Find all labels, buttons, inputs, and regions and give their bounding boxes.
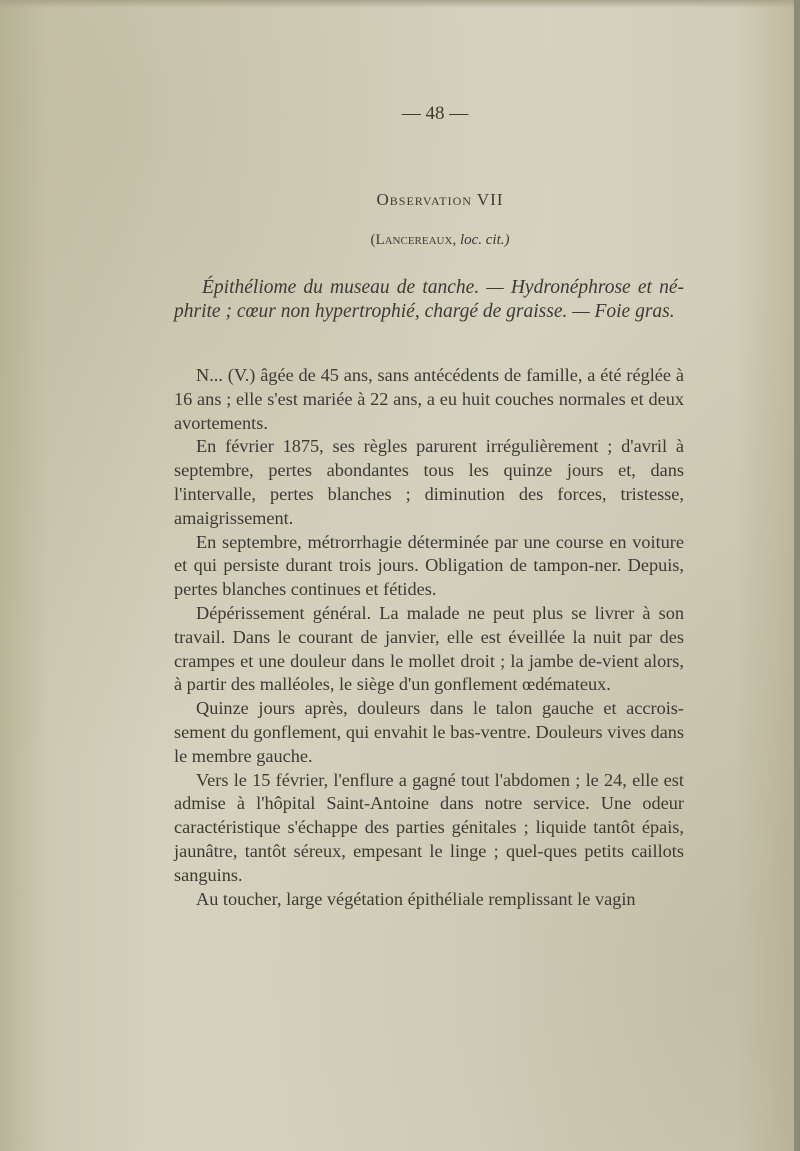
page-number: — 48 — xyxy=(401,103,469,124)
source-citation xyxy=(0,232,800,249)
paragraph: Vers le 15 février, l'enflure a gagné tout l'abdomen ; le 24, elle est admise à l'hôpital Saint-Antoine dans notre service. Une odeur caractéristique s'échappe des parties génitales ; liquide tantôt épais, jaunâtre, tantôt séreux, empesant le linge ; quel-ques petits caillots sanguins. xyxy=(174,769,684,885)
paragraph: Dépérissement général. La malade ne peut plus se livrer à son travail. Dans le courant de janvier, elle est éveillée la nuit par des crampes et une douleur dans le mollet droit ; la jambe de-vient alors, à partir des malléoles, le siège d'un gonflement œdémateux. xyxy=(174,602,684,695)
observation-title: Observation VII xyxy=(376,190,504,209)
paragraph: N... (V.) âgée de 45 ans, sans antécédents de famille, a été réglée à 16 ans ; elle s'est mariée à 22 ans, a eu huit couches normales et deux avortements. xyxy=(174,365,684,433)
page-right-edge xyxy=(794,0,800,1151)
page-top-shadow xyxy=(0,0,800,8)
observation-subtitle: Épithéliome du museau de tanche. — Hydronéphrose et né-phrite ; cœur non hypertrophié, chargé de graisse. — Foie gras. xyxy=(174,277,684,322)
observation-body xyxy=(174,364,684,911)
paragraph: En février 1875, ses règles parurent irrégulièrement ; d'avril à septembre, pertes abondantes tous les quinze jours et, dans l'intervalle, pertes blanches ; diminution des forces, tristesse, amaigrissement. xyxy=(174,436,684,528)
paragraph: En septembre, métrorrhagie déterminée par une course en voiture et qui persiste durant trois jours. Obligation de tampon-ner. Depuis, pertes blanches continues et fétides. xyxy=(174,531,684,600)
source-reference: loc. cit.) xyxy=(459,232,510,248)
paragraph: Au toucher, large végétation épithéliale remplissant le vagin xyxy=(196,888,636,909)
source-author: (Lancereaux, xyxy=(370,232,457,248)
paragraph: Quinze jours après, douleurs dans le talon gauche et accrois-sement du gonflement, qui envahit le bas-ventre. Douleurs vives dans le membre gauche. xyxy=(174,698,684,766)
